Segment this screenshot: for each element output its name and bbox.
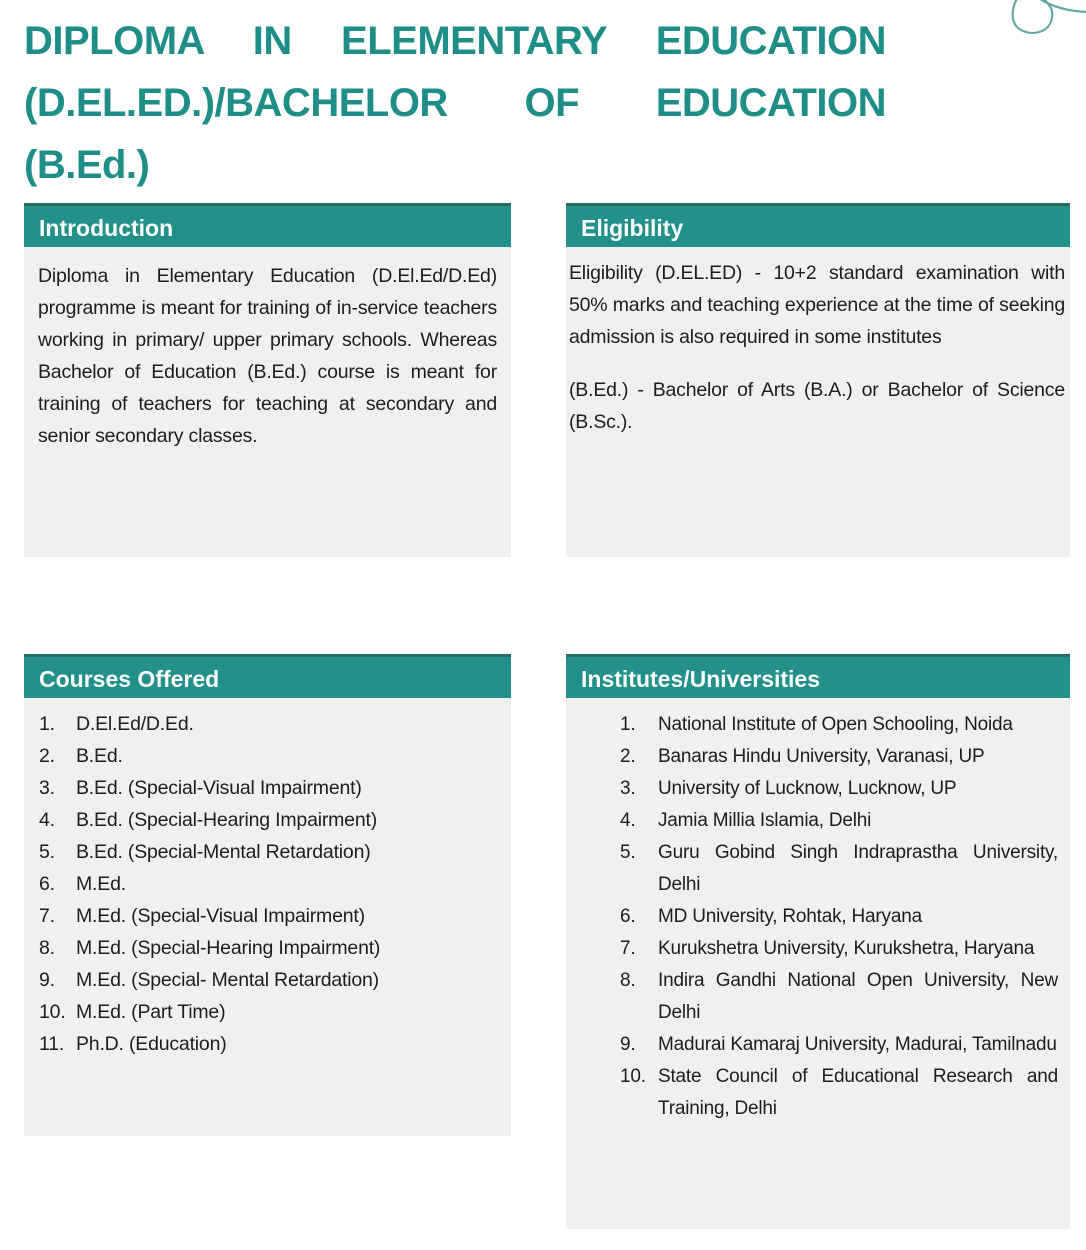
course-item-number: 2. [39,745,55,767]
page-title-line-1: DIPLOMA IN ELEMENTARY EDUCATION [24,19,886,63]
institute-item-number: 7. [620,938,636,959]
institute-item-number: 4. [620,810,636,831]
course-item-text: M.Ed. (Special-Visual Impairment) [76,905,365,927]
course-item-number: 4. [39,809,55,831]
course-item [39,964,501,996]
eligibility-paragraph-deled: Eligibility (D.EL.ED) - 10+2 standard examination with 50% marks and teaching experience at the time of seeking admission is also required in some institutes [569,262,1065,348]
introduction-header: Introduction [24,203,511,247]
course-item-text: Ph.D. (Education) [76,1033,227,1055]
course-item-text: M.Ed. (Part Time) [76,1001,226,1023]
institute-item-number: 9. [620,1034,636,1055]
page-title [24,10,886,196]
eligibility-paragraph-bed: (B.Ed.) - Bachelor of Arts (B.A.) or Bachelor of Science (B.Sc.). [569,379,1065,433]
courses-offered-list [24,698,511,1136]
introduction-paragraph: Diploma in Elementary Education (D.El.Ed/D.Ed) programme is meant for training of in-service teachers working in primary/ upper primary schools. Whereas Bachelor of Education (B.Ed.) course is meant for training of teachers for teaching at secondary and senior secondary classes. [38,265,497,447]
institute-item [620,741,1058,773]
institute-item-text: Guru Gobind Singh Indraprastha University, Delhi [658,842,1058,895]
institute-item-text: Jamia Millia Islamia, Delhi [658,810,872,831]
institute-item-number: 2. [620,746,636,767]
institute-item-number: 5. [620,842,636,863]
introduction-panel [24,203,511,557]
courses-offered-panel [24,654,511,1136]
course-item [39,708,501,740]
course-item-number: 9. [39,969,55,991]
course-item-number: 10. [39,1001,66,1023]
course-item-number: 7. [39,905,55,927]
course-item [39,932,501,964]
institute-item [620,933,1058,965]
course-item-number: 3. [39,777,55,799]
institute-item [620,1061,1058,1125]
course-item-text: B.Ed. [76,745,123,767]
course-item [39,804,501,836]
course-item-text: M.Ed. (Special- Mental Retardation) [76,969,379,991]
institute-item-number: 3. [620,778,636,799]
institute-item [620,837,1058,901]
course-item [39,996,501,1028]
institute-item-text: Kurukshetra University, Kurukshetra, Haryana [658,938,1035,959]
course-item-number: 1. [39,713,55,735]
institute-item-text: National Institute of Open Schooling, Noida [658,714,1013,735]
institute-item-text: State Council of Educational Research and Training, Delhi [658,1066,1058,1119]
institutes-panel [566,654,1070,1229]
course-item-text: M.Ed. (Special-Hearing Impairment) [76,937,381,959]
institutes-list [566,698,1070,1229]
institute-item [620,901,1058,933]
course-item [39,836,501,868]
course-item-text: D.El.Ed/D.Ed. [76,713,194,735]
institute-item-number: 10. [620,1066,646,1087]
institute-item [620,773,1058,805]
course-item [39,1028,501,1060]
introduction-body [24,247,511,557]
institute-item-number: 1. [620,714,636,735]
institute-item-text: University of Lucknow, Lucknow, UP [658,778,957,799]
course-item-number: 8. [39,937,55,959]
course-item-text: B.Ed. (Special-Mental Retardation) [76,841,371,863]
eligibility-body [566,247,1070,557]
course-item [39,900,501,932]
decorative-swirl-icon [1000,0,1086,60]
institutes-header: Institutes/Universities [566,654,1070,698]
institute-item-number: 8. [620,970,636,991]
course-item-number: 5. [39,841,55,863]
institute-item-text: Indira Gandhi National Open University, New Delhi [658,970,1058,1023]
page-title-line-2: (D.EL.ED.)/BACHELOR OF EDUCATION [24,81,886,125]
institute-item-text: Madurai Kamaraj University, Madurai, Tamilnadu [658,1034,1057,1055]
institute-item-text: MD University, Rohtak, Haryana [658,906,922,927]
institute-item [620,1029,1058,1061]
institute-item [620,709,1058,741]
eligibility-panel [566,203,1070,557]
course-item-text: B.Ed. (Special-Visual Impairment) [76,777,362,799]
institute-item [620,965,1058,1029]
eligibility-header: Eligibility [566,203,1070,247]
course-item-text: M.Ed. [76,873,126,895]
courses-offered-header: Courses Offered [24,654,511,698]
institute-item-text: Banaras Hindu University, Varanasi, UP [658,746,985,767]
course-item-text: B.Ed. (Special-Hearing Impairment) [76,809,377,831]
course-item [39,772,501,804]
course-item-number: 6. [39,873,55,895]
institute-item [620,805,1058,837]
course-item-number: 11. [39,1033,65,1055]
page-title-line-3: (B.Ed.) [24,143,150,187]
course-item [39,740,501,772]
institute-item-number: 6. [620,906,636,927]
course-item [39,868,501,900]
